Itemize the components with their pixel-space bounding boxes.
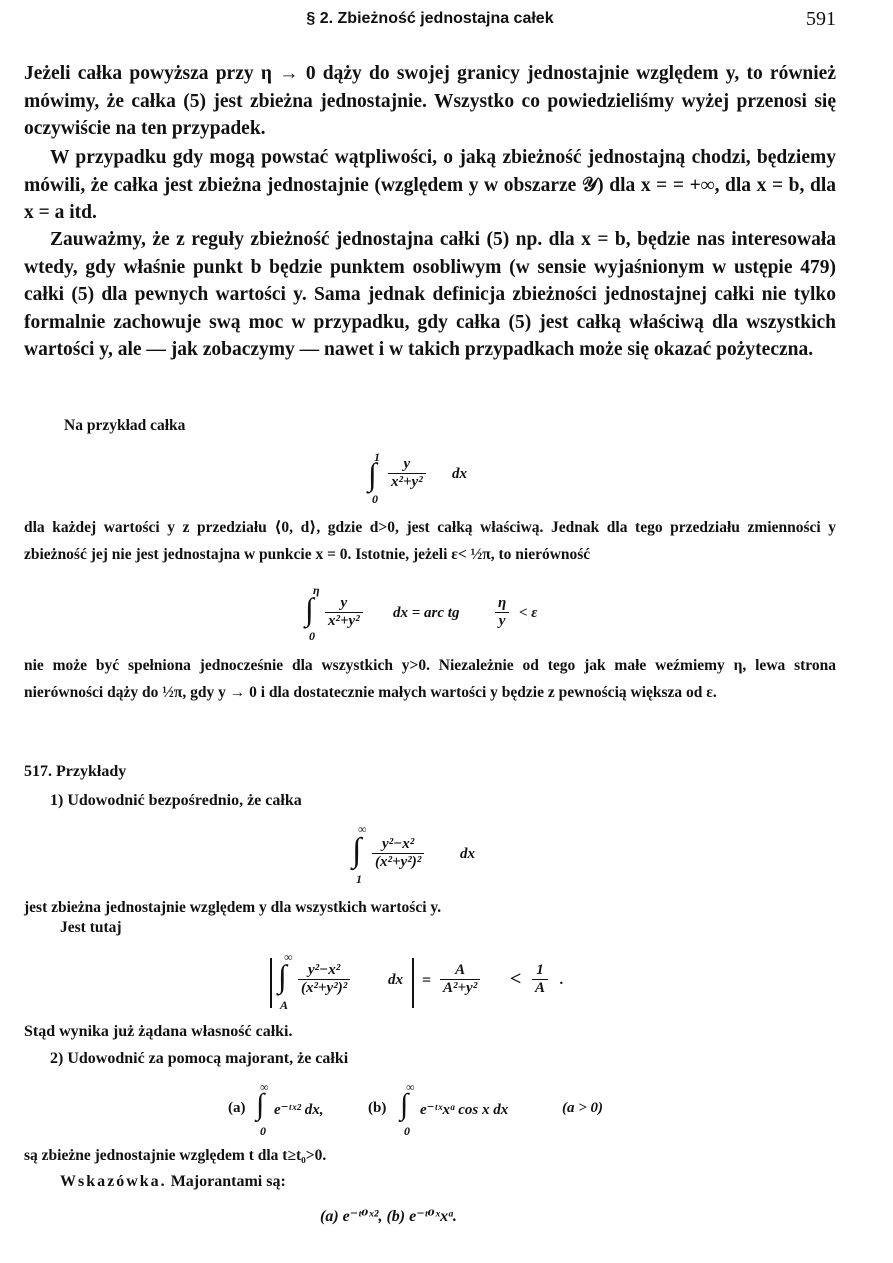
lower-limit: 1 — [356, 872, 362, 886]
numerator: η — [495, 595, 509, 613]
integral-sign-b: ∫ — [400, 1088, 409, 1121]
fraction — [325, 595, 363, 630]
integral-sign-a: ∫ — [256, 1088, 265, 1121]
equation-majorant-functions: (a) e⁻ᵗ⁰ˣ², (b) e⁻ᵗ⁰ˣxᵃ. — [320, 1208, 457, 1225]
upper-limit: ∞ — [284, 950, 293, 964]
bound-fraction — [532, 962, 548, 997]
item-1-conclusion: Stąd wynika już żądana własność całki. — [24, 1023, 293, 1040]
item-1-text-2: Jest tutaj — [60, 919, 122, 936]
abs-bar-left — [270, 958, 272, 1008]
hint — [60, 1168, 820, 1195]
example-text-2: nie może być spełniona jednocześnie dla wszystkich y>0. Niezależnie od tego jak małe weźmiemy η, lewa strona nierówności dąży do ½π, gdy y → 0 i dla dostatecznie małych wartości y będzie z pewnością większa od ε. — [24, 657, 836, 701]
integral-sign: ∫ — [352, 832, 362, 869]
lower-limit: 0 — [372, 492, 378, 506]
upper-limit: 1 — [374, 450, 380, 464]
label-b: (b) — [368, 1100, 387, 1116]
numerator: 1 — [532, 962, 548, 980]
upper-limit-b: ∞ — [406, 1080, 415, 1094]
integrand-b: e⁻ᵗˣxᵃ cos x dx — [420, 1102, 509, 1118]
section-title: 517. Przykłady — [24, 763, 127, 780]
fraction — [388, 456, 426, 491]
numerator: y²−x² — [372, 836, 424, 854]
denominator: x²+y² — [391, 474, 423, 490]
page-number: 591 — [806, 8, 836, 30]
equation-integral-1 — [368, 450, 498, 506]
rhs-fraction — [440, 962, 480, 997]
condition: (a > 0) — [562, 1100, 604, 1116]
item-1: 1) Udowodnić bezpośrednio, że całka — [50, 792, 302, 809]
numerator: A — [440, 962, 480, 980]
period: . — [560, 972, 564, 988]
item-2: 2) Udowodnić za pomocą majorant, że całki — [50, 1050, 349, 1067]
page-header — [24, 8, 836, 32]
denominator: (x²+y²)² — [301, 980, 348, 996]
hint-text: Majorantami są: — [170, 1173, 286, 1190]
denominator: A — [535, 980, 546, 996]
lower-limit-b: 0 — [404, 1124, 410, 1138]
hint-label: Wskazówka. — [60, 1173, 167, 1190]
lower-limit-a: 0 — [260, 1124, 266, 1138]
arctan-expression: dx = arc tg — [393, 605, 460, 621]
equation-integral-3 — [352, 822, 502, 888]
differential: dx — [388, 972, 403, 988]
numerator: y — [388, 456, 426, 474]
equation-inequality — [305, 583, 565, 643]
differential: dx — [460, 846, 475, 862]
arctan-fraction — [495, 595, 509, 630]
running-title: § 2. Zbieżność jednostajna całek — [306, 10, 554, 27]
integral-sign: ∫ — [368, 456, 377, 492]
paragraph-singular-point: Zauważmy, że z reguły zbieżność jednostajna całki (5) np. dla x = b, będzie nas interesowała wtedy, gdy właśnie punkt b będzie punktem osobliwym (w sensie wyjaśnionym w ustępie 479) całki (5) dla pewnych wartości y. Sama jednak definicja zbieżności jednostajnej całki nie tylko formalnie zachowuje swą moc w przypadku, gdy całka (5) jest całką właściwą dla wszystkich wartości y, ale — jak zobaczymy — nawet i w takich przypadkach może się okazać pożyteczna. — [24, 229, 836, 361]
abs-bar-right — [412, 958, 414, 1008]
item-2-text: są zbieżne jednostajnie względem t dla t≥t₀>0. — [24, 1147, 327, 1164]
denominator: A²+y² — [443, 980, 478, 996]
integral-sign: ∫ — [278, 958, 287, 994]
example-intro: Na przykład całka — [64, 417, 186, 434]
label-a: (a) — [228, 1100, 246, 1116]
fraction — [298, 962, 350, 997]
fraction — [372, 836, 424, 871]
denominator: x²+y² — [328, 613, 360, 629]
paragraph-doubt-cases: W przypadku gdy mogą powstać wątpliwości, o jaką zbieżność jednostajną chodzi, będziemy mówili, że całka jest zbieżna jednostajnie (względem y w obszarze 𝒴) dla x = = +∞, dla x = b, dla x = a itd. — [24, 147, 836, 224]
numerator: y²−x² — [298, 962, 350, 980]
upper-limit: η — [313, 583, 320, 597]
item-1-text: jest zbieżna jednostajnie względem y dla wszystkich wartości y. — [24, 899, 442, 916]
equals-sign: = — [422, 972, 432, 989]
lower-limit: A — [280, 998, 289, 1012]
less-than-sign: < — [510, 968, 522, 990]
denominator: (x²+y²)² — [375, 854, 422, 870]
denominator: y — [498, 613, 506, 629]
upper-limit-a: ∞ — [260, 1080, 269, 1094]
upper-limit: ∞ — [358, 822, 367, 836]
example-text-1: dla każdej wartości y z przedziału ⟨0, d⟩, gdzie d>0, jest całką właściwą. Jednak dla tego przedziału zmienności y zbieżność jej nie jest jednostajna w punkcie x = 0. Istotnie, jeżeli ε< ½π, to nierówność — [24, 519, 836, 563]
integrand-a: e⁻ᵗˣ² dx, — [274, 1102, 324, 1118]
lower-limit: 0 — [309, 629, 315, 643]
relation: < ε — [519, 605, 538, 621]
paragraph-uniform-convergence: Jeżeli całka powyższa przy η → 0 dąży do swojej granicy jednostajnie względem y, to również mówimy, że całka (5) jest zbieżna jednostajnie. Wszystko co powiedzieliśmy wyżej przenosi się oczywiście na ten przypadek. — [24, 63, 836, 140]
integral-sign: ∫ — [305, 591, 314, 627]
differential: dx — [452, 466, 467, 482]
equation-bound — [270, 950, 590, 1016]
numerator: y — [325, 595, 363, 613]
equation-majorants — [228, 1080, 648, 1140]
